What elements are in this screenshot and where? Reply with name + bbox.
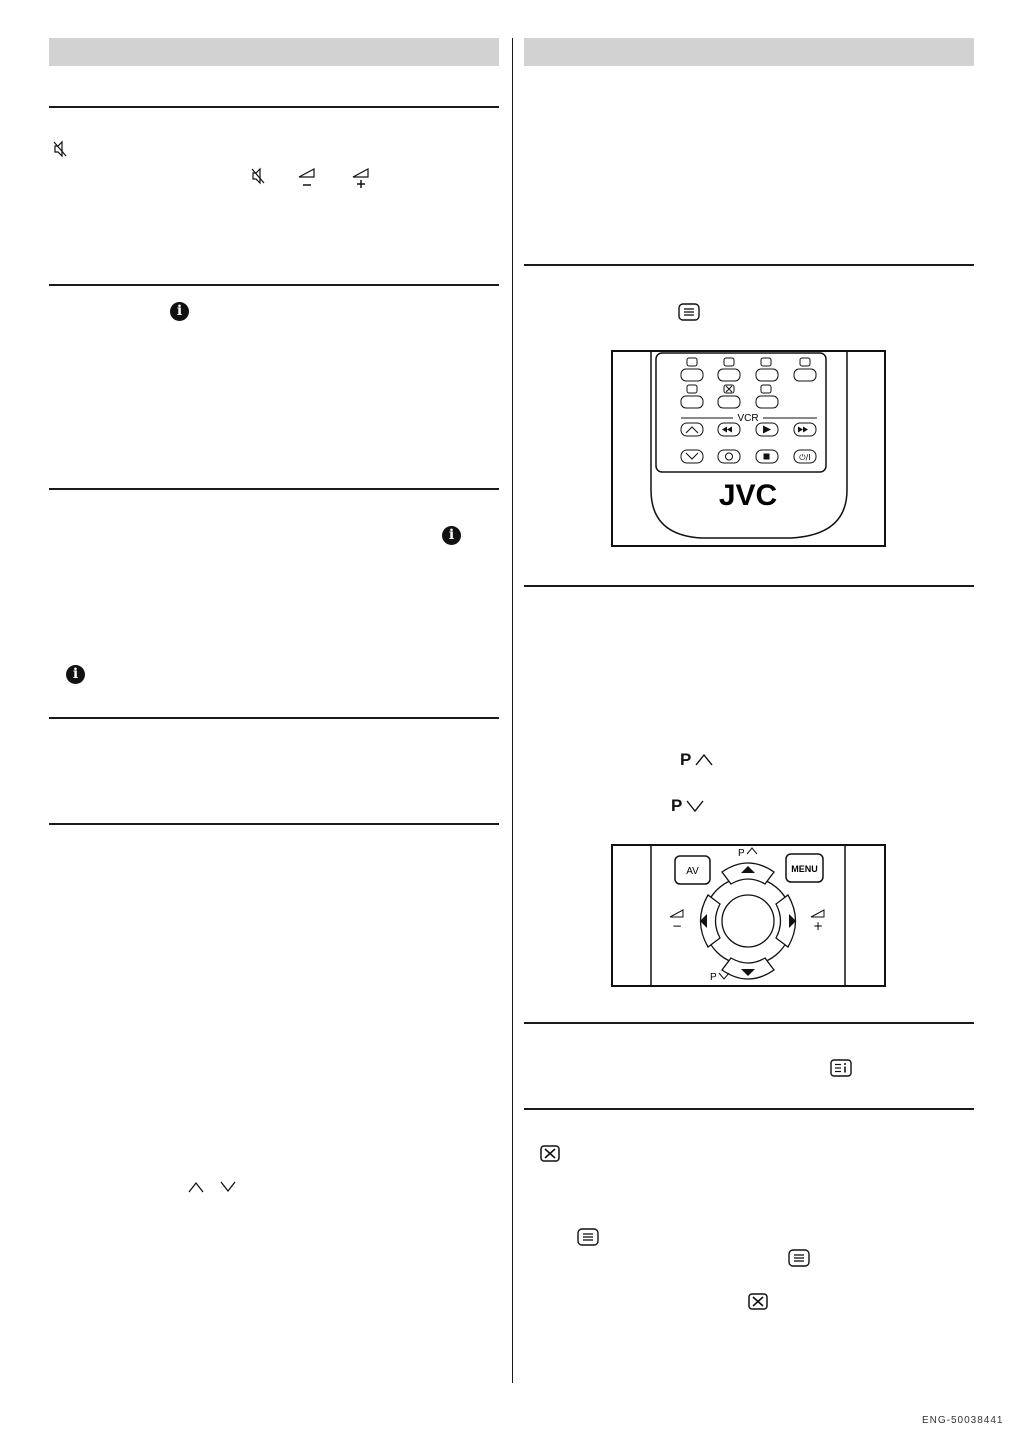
- brand-logo: JVC: [718, 479, 778, 512]
- p-up-label: P: [738, 848, 745, 859]
- p-down-label: P: [710, 972, 717, 983]
- cancel-icon: [748, 1293, 768, 1310]
- p-up-glyph: P: [680, 750, 691, 770]
- volume-down-icon: [298, 167, 316, 189]
- remote-teletext-figure: [611, 350, 887, 548]
- teletext-icon: [577, 1228, 599, 1246]
- mute-icon: [53, 141, 67, 157]
- volume-plus-label: +: [812, 919, 824, 933]
- left-rule-2: [49, 284, 499, 286]
- volume-minus-label: −: [671, 919, 683, 933]
- av-button-label: AV: [686, 866, 699, 877]
- left-section-header-band: [49, 38, 499, 66]
- mute-icon: [251, 168, 265, 184]
- teletext-icon: [788, 1249, 810, 1267]
- info-icon: i: [170, 302, 189, 321]
- left-rule-3: [49, 488, 499, 490]
- teletext-icon: [678, 303, 700, 321]
- right-rule-1: [524, 264, 974, 266]
- left-rule-5: [49, 823, 499, 825]
- chevron-down-icon: [220, 1181, 236, 1193]
- cancel-icon: [540, 1145, 560, 1162]
- volume-up-icon: [352, 167, 370, 189]
- right-rule-2: [524, 585, 974, 587]
- column-divider: [512, 38, 513, 1383]
- power-label: ⏻/I: [799, 453, 811, 462]
- chevron-up-icon: [188, 1181, 204, 1193]
- left-rule-4: [49, 717, 499, 719]
- left-rule-1: [49, 106, 499, 108]
- document-code: ENG-50038441: [922, 1415, 1004, 1426]
- right-section-header-band: [524, 38, 974, 66]
- right-rule-3: [524, 1022, 974, 1024]
- remote-navigation-figure: [611, 844, 887, 988]
- vcr-label: VCR: [737, 413, 759, 424]
- p-down-glyph: P: [671, 796, 682, 816]
- teletext-info-icon: [830, 1059, 852, 1077]
- menu-button-label: MENU: [791, 864, 818, 874]
- info-icon: i: [66, 665, 85, 684]
- chevron-up-icon: [695, 753, 713, 766]
- right-rule-4: [524, 1108, 974, 1110]
- chevron-down-icon: [686, 800, 704, 813]
- info-icon: i: [442, 526, 461, 545]
